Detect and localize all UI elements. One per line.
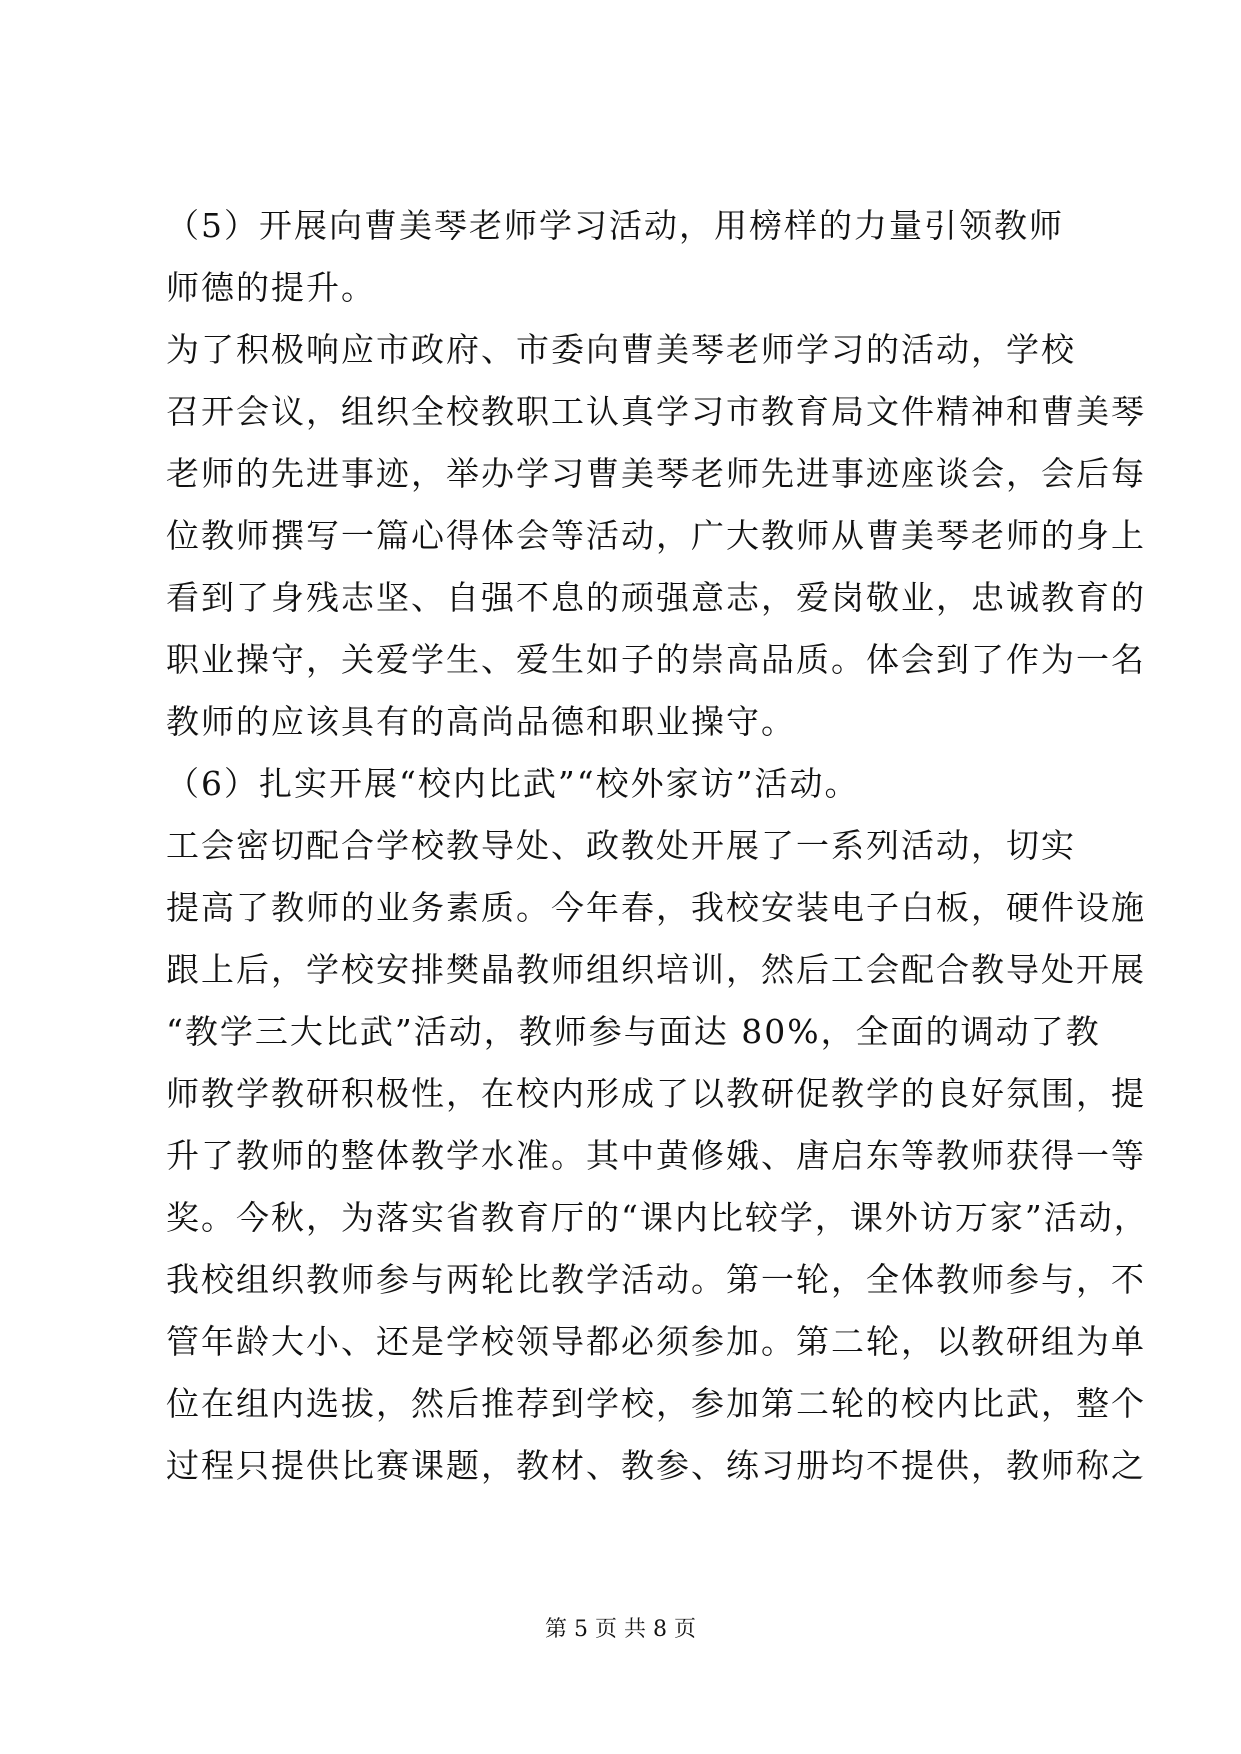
text-line: 老师的先进事迹，举办学习曹美琴老师先进事迹座谈会，会后每 <box>166 454 1146 493</box>
text-line: 升了教师的整体教学水准。其中黄修娥、唐启东等教师获得一等 <box>166 1136 1146 1175</box>
text-line: 召开会议，组织全校教职工认真学习市教育局文件精神和曹美琴 <box>166 392 1146 431</box>
text-line: 管年龄大小、还是学校领导都必须参加。第二轮，以教研组为单 <box>166 1322 1146 1361</box>
text-line: 师德的提升。 <box>166 268 376 307</box>
page-footer: 第 5 页 共 8 页 <box>545 1617 696 1642</box>
text-line: 奖。今秋，为落实省教育厅的“课内比较学，课外访万家”活动， <box>166 1198 1149 1237</box>
text-line: 教师的应该具有的高尚品德和职业操守。 <box>166 702 796 741</box>
text-line: 为了积极响应市政府、市委向曹美琴老师学习的活动，学校 <box>166 330 1076 369</box>
text-line: 职业操守，关爱学生、爱生如子的崇高品质。体会到了作为一名 <box>166 640 1146 679</box>
text-line: 提高了教师的业务素质。今年春，我校安装电子白板，硬件设施 <box>166 888 1146 927</box>
text-line: 工会密切配合学校教导处、政教处开展了一系列活动，切实 <box>166 826 1076 865</box>
text-line: 过程只提供比赛课题，教材、教参、练习册均不提供，教师称之 <box>166 1446 1146 1485</box>
text-line: “教学三大比武”活动，教师参与面达 80%，全面的调动了教 <box>166 1012 1101 1051</box>
text-line: （5）开展向曹美琴老师学习活动，用榜样的力量引领教师 <box>166 206 1064 245</box>
text-line: 位教师撰写一篇心得体会等活动，广大教师从曹美琴老师的身上 <box>166 516 1146 555</box>
text-line: 跟上后，学校安排樊晶教师组织培训，然后工会配合教导处开展 <box>166 950 1146 989</box>
text-line: 师教学教研积极性，在校内形成了以教研促教学的良好氛围，提 <box>166 1074 1146 1113</box>
text-line: 看到了身残志坚、自强不息的顽强意志，爱岗敬业，忠诚教育的 <box>166 578 1146 617</box>
text-line: 位在组内选拔，然后推荐到学校，参加第二轮的校内比武，整个 <box>166 1384 1146 1423</box>
text-line: 我校组织教师参与两轮比教学活动。第一轮，全体教师参与，不 <box>166 1260 1146 1299</box>
text-line: （6）扎实开展“校内比武”“校外家访”活动。 <box>166 764 860 803</box>
